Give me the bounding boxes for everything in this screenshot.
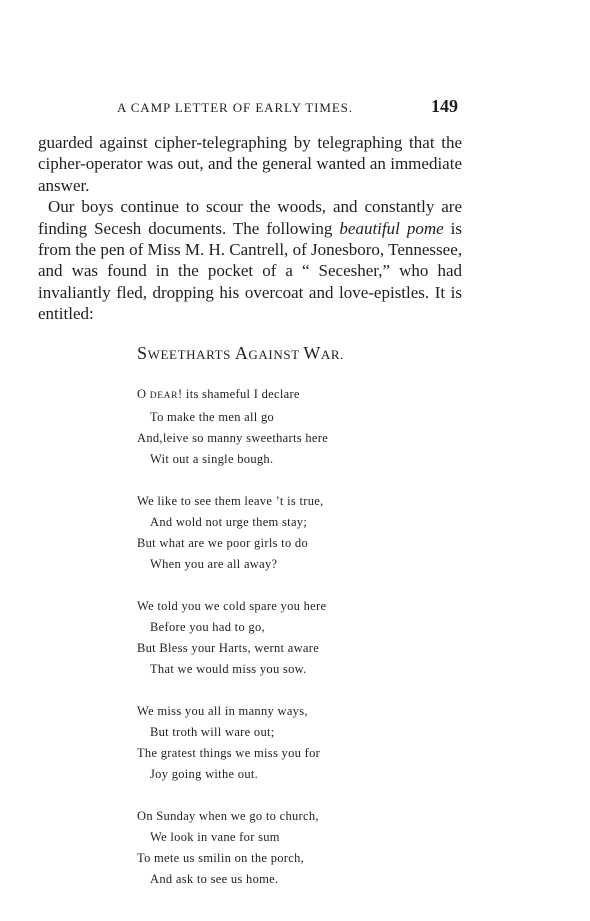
poem-line: The gratest things we miss you for <box>137 746 321 760</box>
poem-line-rest: ! its shameful I declare <box>178 387 300 401</box>
poem-line: And ask to see us home. <box>150 872 279 886</box>
poem-line: But Bless your Harts, wernt aware <box>137 641 320 655</box>
paragraph-2 <box>38 196 462 324</box>
poem-line: To mete us smilin on the porch, <box>137 851 305 865</box>
poem-line: But what are we poor girls to do <box>137 536 309 550</box>
poem-line: And wold not urge them stay; <box>150 515 308 529</box>
poem-body <box>137 384 328 911</box>
poem-line: We look in vane for sum <box>150 830 280 844</box>
poem-line: That we would miss you sow. <box>150 662 307 676</box>
poem-line: On Sunday when we go to church, <box>137 809 319 823</box>
poem-title-cap: W <box>303 343 321 363</box>
poem-first-word-smallcaps: DEAR <box>149 391 179 401</box>
poem-title-cap: A <box>234 343 249 363</box>
poem-line: And,leive so manny sweetharts here <box>137 431 329 445</box>
poem-title-smallcaps: WEETHARTS <box>147 347 235 362</box>
poem-line: When you are all away? <box>150 557 278 571</box>
paragraph-2-emphasis: beautiful pome <box>339 218 444 238</box>
poem-first-word: O <box>137 387 150 401</box>
running-header-title: A CAMP LETTER OF EARLY TIMES. <box>117 100 353 115</box>
stanza-2 <box>137 491 328 575</box>
poem-line: We miss you all in manny ways, <box>137 704 308 718</box>
paragraph-2-text-a: Our boys continue to scour the woods, and constantly are finding Secesh documents. The following <box>38 197 462 238</box>
stanza-5 <box>137 806 328 890</box>
poem-line: We like to see them leave ’t is true, <box>137 494 324 508</box>
stanza-1 <box>137 384 328 470</box>
paragraph-1: guarded against cipher-telegraphing by telegraphing that the cipher-operator was out, and the general wanted an immediate answer. <box>38 133 462 195</box>
poem-line: To make the men all go <box>150 410 275 424</box>
poem-title-cap: S <box>137 343 148 363</box>
poem-line: Before you had to go, <box>150 620 265 634</box>
stanza-3 <box>137 596 328 680</box>
prose-body <box>38 132 462 325</box>
stanza-4 <box>137 701 328 785</box>
poem-line: But troth will ware out; <box>150 725 275 739</box>
page-number: 149 <box>431 96 458 116</box>
poem-line: We told you we cold spare you here <box>137 599 327 613</box>
poem-title-smallcaps: GAINST <box>248 347 304 362</box>
poem-title-smallcaps: AR. <box>320 347 345 362</box>
poem-line <box>137 384 328 407</box>
poem-title <box>137 343 344 364</box>
poem-line: Joy going withe out. <box>150 767 259 781</box>
poem-line: Wit out a single bough. <box>150 452 274 466</box>
paragraph-2-text-b: is from the pen of Miss M. H. Cantrell, of Jonesboro, Tennessee, and was found in the pocket of a “ Secesher,” who had invaliantly fled, dropping his overcoat and love-epistles. It is entitled: <box>38 218 463 324</box>
